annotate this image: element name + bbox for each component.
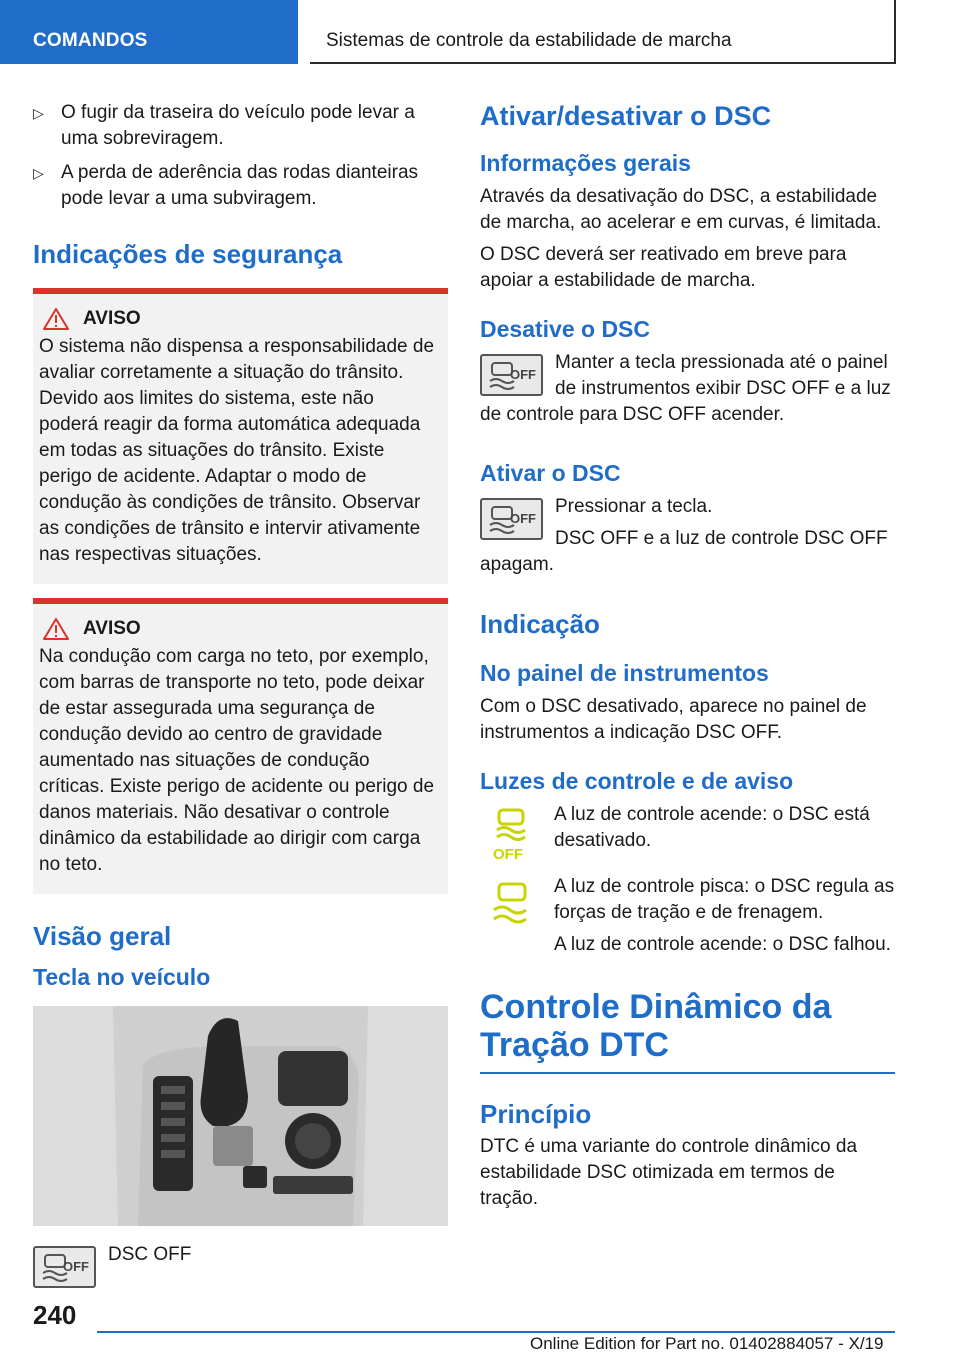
key-caption-row — [33, 1242, 448, 1292]
warning-triangle-icon — [43, 618, 69, 640]
warning-title: AVISO — [83, 618, 141, 639]
bullet-text: A perda de aderência das rodas dianteiras pode levar a uma subviragem. — [61, 162, 419, 209]
triangle-bullet-icon: ▷ — [33, 105, 44, 121]
right-column — [480, 100, 895, 1212]
deactivate-heading: Desative o DSC — [480, 316, 651, 342]
activate-heading: Ativar o DSC — [480, 460, 621, 486]
instrument-panel-heading: No painel de instrumentos — [480, 660, 769, 686]
left-column — [33, 100, 448, 1292]
key-heading: Tecla no veículo — [33, 964, 211, 990]
dsc-off-key-icon — [33, 1246, 96, 1288]
key-caption: DSC OFF — [108, 1244, 192, 1265]
bullet-item — [33, 100, 448, 152]
center-console-photo — [33, 1006, 448, 1226]
activate-step: Pressionar a tecla. — [555, 496, 713, 517]
general-info-paragraph: O DSC deverá ser reativado em breve para apoiar a estabilidade de marcha. — [480, 244, 847, 291]
key-icon-label: OFF — [510, 367, 536, 382]
general-info-paragraph: Através da desativação do DSC, a estabilidade de marcha, ao acelerar e em curvas, é limitada. — [480, 186, 882, 233]
dsc-off-key-icon — [480, 498, 543, 540]
bullet-text: O fugir da traseira do veículo pode levar a uma sobreviragem. — [61, 102, 415, 149]
dtc-heading: Controle Dinâmico da Tração DTC — [480, 988, 895, 1074]
safety-heading: Indicações de segurança — [33, 239, 343, 269]
triangle-bullet-icon: ▷ — [33, 165, 44, 181]
warning-text: Na condução com carga no teto, por exemplo, com barras de transporte no teto, pode deixar de estar assegurada uma segurança de condução devido ao centro de gravidade aumentado nas situações de condução críticas. Existe perigo de acidente ou perigo de danos materiais. Não desativar o controle dinâmico da estabilidade ao dirigir com carga no teto. — [39, 646, 435, 875]
key-icon-label: OFF — [63, 1259, 89, 1274]
activate-result: DSC OFF e a luz de controle DSC OFF apagam. — [480, 528, 888, 575]
svg-text:OFF: OFF — [493, 846, 523, 862]
light2-failure-text: A luz de controle acende: o DSC falhou. — [554, 934, 891, 955]
header-section-label: COMANDOS — [0, 0, 298, 64]
light1-text: A luz de controle acende: o DSC está desativado. — [554, 804, 870, 851]
footer-edition: Online Edition for Part no. 01402884057 - X/19 — [530, 1334, 884, 1353]
warning-triangle-icon — [43, 308, 69, 330]
warning-title: AVISO — [83, 308, 141, 329]
header-chapter-title: Sistemas de controle da estabilidade de marcha — [310, 0, 896, 64]
light-row — [480, 874, 895, 958]
light2-text: A luz de controle pisca: o DSC regula as forças de tração e de frenagem. — [554, 876, 895, 923]
page-number: 240 — [33, 1300, 77, 1330]
warning-text: O sistema não dispensa a responsabilidade de avaliar corretamente a situação do trânsito. Devido aos limites do sistema, este não poderá reagir da forma automática adequada em todas as situações do trânsito. Existe perigo de acidente. Adaptar o modo de condução às condições de trânsito. Observar as condições de trânsito e intervir ativamente nas respectivas situações. — [39, 336, 435, 565]
principle-heading: Princípio — [480, 1099, 592, 1129]
center-console-illustration — [33, 1006, 448, 1226]
indication-heading: Indicação — [480, 609, 600, 639]
key-icon-label: OFF — [510, 511, 536, 526]
general-info-heading: Informações gerais — [480, 150, 691, 176]
dsc-off-key-icon — [480, 354, 543, 396]
toggle-dsc-heading: Ativar/desativar o DSC — [480, 101, 772, 131]
dsc-active-indicator-icon — [488, 878, 538, 934]
warning-box — [33, 598, 448, 894]
instrument-panel-text: Com o DSC desativado, aparece no painel de instrumentos a indicação DSC OFF. — [480, 696, 867, 743]
bullet-item — [33, 160, 448, 212]
overview-heading: Visão geral — [33, 921, 172, 951]
principle-text: DTC é uma variante do controle dinâmico da estabilidade DSC otimizada em termos de tração. — [480, 1136, 858, 1209]
warning-box — [33, 288, 448, 584]
activate-row — [480, 494, 895, 578]
light-row — [480, 802, 895, 866]
dsc-off-indicator-icon — [488, 806, 538, 862]
footer-divider — [97, 1331, 895, 1333]
lights-heading: Luzes de controle e de aviso — [480, 768, 794, 794]
deactivate-text: Manter a tecla pressionada até o painel de instrumentos exibir DSC OFF e a luz de controle para DSC OFF acender. — [480, 352, 891, 425]
deactivate-row — [480, 350, 895, 428]
